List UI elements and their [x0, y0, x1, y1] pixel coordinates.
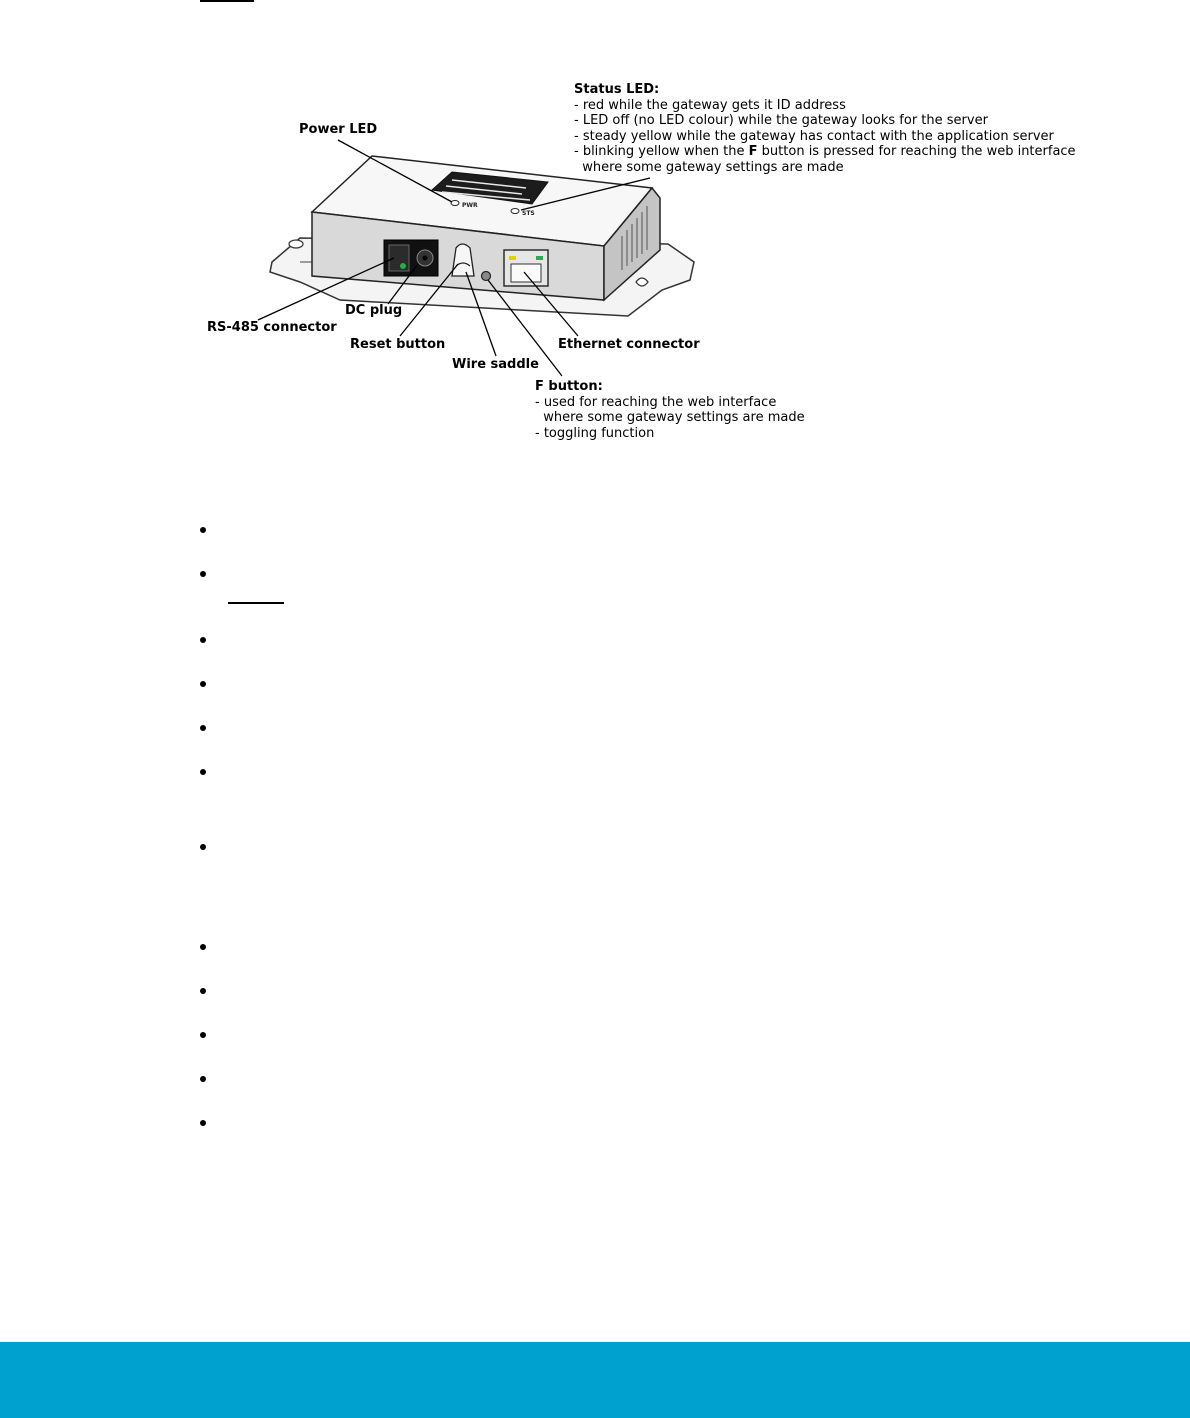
mount-slot-right [636, 278, 648, 286]
label-ethernet: Ethernet connector [558, 337, 700, 352]
status-led-line-4 [574, 144, 1076, 160]
list-bullet [200, 988, 208, 996]
f-button-line-2: where some gateway settings are made [535, 410, 805, 425]
blink-key: F [748, 144, 758, 159]
link-underline [228, 602, 284, 604]
status-led-line-1: - red while the gateway gets it ID address [574, 97, 846, 113]
footer-band [0, 1342, 1190, 1418]
list-bullet [200, 1032, 208, 1040]
label-rs485: RS-485 connector [207, 320, 337, 335]
f-button-note [535, 379, 805, 441]
list-bullet [200, 571, 208, 579]
status-led-line-5: where some gateway settings are made [574, 159, 844, 175]
blink-suffix: button is pressed for reaching the web interface [757, 144, 1076, 159]
status-led-title: Status LED: [574, 82, 660, 97]
sts-mark: STS [522, 210, 535, 217]
f-button-hole [482, 272, 491, 281]
list-bullet [200, 1120, 208, 1128]
f-button-line-1: - used for reaching the web interface [535, 394, 777, 410]
list-bullet [200, 944, 208, 952]
label-wire-saddle: Wire saddle [452, 357, 539, 372]
f-button-title: F button: [535, 379, 603, 394]
power-led-indicator [451, 201, 459, 206]
list-bullet [200, 681, 208, 689]
status-led-line-2: - LED off (no LED colour) while the gateway looks for the server [574, 113, 988, 128]
status-led-note [574, 82, 1076, 175]
list-bullet [200, 725, 208, 733]
pwr-mark: PWR [462, 202, 478, 209]
label-power-led: Power LED [299, 122, 378, 137]
blink-prefix: - blinking yellow when the [574, 144, 749, 159]
list-bullet [200, 637, 208, 645]
mount-hole-left [289, 240, 303, 248]
status-led-line-3: - steady yellow while the gateway has contact with the application server [574, 128, 1054, 144]
label-reset-button: Reset button [350, 337, 446, 352]
list-bullet [200, 1076, 208, 1084]
wire-saddle [452, 244, 474, 276]
f-button-line-3: - toggling function [535, 425, 655, 441]
label-dc-plug: DC plug [345, 303, 403, 318]
list-bullet [200, 527, 208, 535]
status-led-indicator [511, 209, 519, 214]
list-bullet [200, 844, 208, 852]
list-bullet [200, 769, 208, 777]
